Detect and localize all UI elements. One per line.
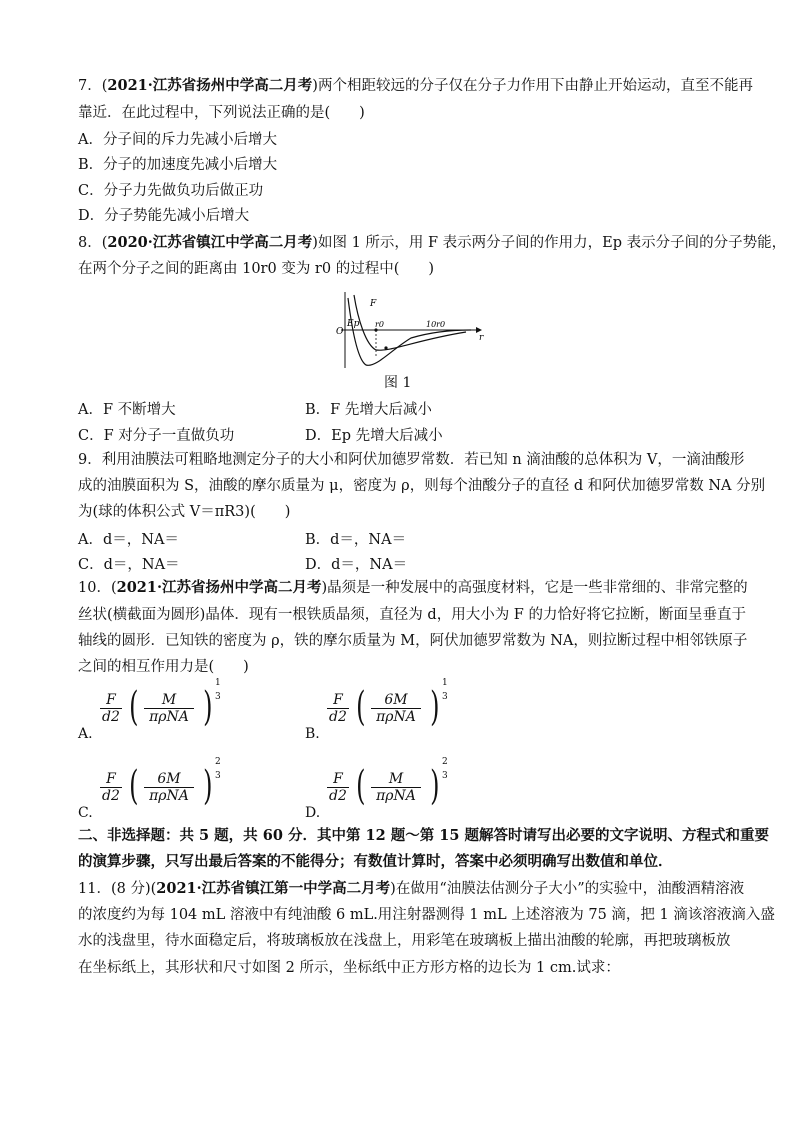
q7-option-c: C．分子力先做负功后做正功 (78, 183, 264, 199)
left-paren: ( (356, 684, 366, 730)
q10-option-d (305, 757, 485, 827)
exponent-denominator: 3 (442, 771, 448, 781)
force-over-d2-fraction (100, 771, 122, 804)
q10-option-b (305, 678, 485, 748)
q11-stem-line3: 水的浅盘里，待水面稳定后，将玻璃板放在浅盘上，用彩笔在玻璃板上描出油酸的轮廓，再把玻璃板放 (78, 933, 731, 949)
q10-number: 10．( (78, 580, 117, 596)
fraction-denominator: d2 (102, 709, 120, 725)
q8-stem-line1 (78, 233, 786, 253)
exponent-numerator: 1 (215, 678, 221, 688)
q11-stem-line4: 在坐标纸上，其形状和尺寸如图 2 所示，坐标纸中正方形方格的边长为 1 cm.试求： (78, 960, 620, 976)
label-Ep: Ep (347, 319, 360, 329)
q8-stem-line2: 在两个分子之间的距离由 10r0 变为 r0 的过程中( ) (78, 261, 435, 277)
fraction-denominator: πρNA (149, 788, 189, 804)
fraction-numerator: 6M (371, 692, 421, 709)
force-over-d2-fraction (327, 771, 349, 804)
q7-option-b: B．分子的加速度先减小后增大 (78, 157, 278, 173)
q10-stem-line4: 之间的相互作用力是( ) (78, 659, 249, 675)
fraction-denominator: πρNA (149, 709, 189, 725)
force-over-d2-fraction (100, 692, 122, 725)
q10-stem-line3: 轴线的圆形．已知铁的密度为 ρ，铁的摩尔质量为 M，阿伏加德罗常数为 NA，则拉断过程中相邻铁原子 (78, 633, 748, 649)
option-letter: A. (78, 726, 93, 742)
right-paren: ) (203, 684, 213, 730)
q9-option-a: A．d＝，NA＝ (78, 532, 179, 548)
label-r: r (479, 333, 484, 343)
q8-option-d: D．Ep 先增大后减小 (305, 428, 443, 444)
q9-option-d: D．d＝，NA＝ (305, 557, 408, 573)
option-letter: D. (305, 805, 321, 821)
q10-stem-text: )晶须是一种发展中的高强度材料，它是一些非常细的、非常完整的 (321, 580, 748, 596)
exponent-numerator: 1 (442, 678, 448, 688)
option-letter: B. (305, 726, 320, 742)
q7-stem-text: )两个相距较远的分子仅在分子力作用下由静止开始运动，直至不能再 (312, 78, 753, 94)
section2-heading-line2: 的演算步骤，只写出最后答案的不能得分；有数值计算时，答案中必须明确写出数值和单位． (78, 853, 673, 870)
figure-1-caption: 图 1 (384, 375, 412, 391)
label-origin: O (336, 327, 344, 337)
fraction-denominator: πρNA (376, 709, 416, 725)
q11-number: 11．(8 分)( (78, 881, 157, 897)
mass-over-density-fraction (371, 771, 421, 804)
q7-source: 2021·江苏省扬州中学高二月考 (107, 77, 313, 94)
fraction-denominator: d2 (329, 709, 347, 725)
q8-force-potential-figure (336, 290, 486, 370)
fraction-numerator: F (327, 692, 349, 709)
q11-stem-line1 (78, 879, 744, 899)
option-letter: C. (78, 805, 93, 821)
force-over-d2-fraction (327, 692, 349, 725)
right-paren: ) (430, 684, 440, 730)
q11-stem-text: )在做用“油膜法估测分子大小”的实验中，油酸酒精溶液 (390, 881, 745, 897)
q9-stem-line1: 9．利用油膜法可粗略地测定分子的大小和阿伏加德罗常数．若已知 n 滴油酸的总体积为 V，一滴油酸形 (78, 452, 745, 468)
mass-over-density-fraction (144, 692, 194, 725)
q7-stem-line2: 靠近．在此过程中，下列说法正确的是( ) (78, 105, 365, 121)
fraction-denominator: d2 (329, 788, 347, 804)
q11-source: 2021·江苏省镇江第一中学高二月考 (156, 880, 391, 897)
q8-option-a: A．F 不断增大 (78, 402, 176, 418)
label-10r0: 10r0 (426, 320, 446, 329)
exponent-numerator: 2 (442, 757, 448, 767)
q7-option-d: D．分子势能先减小后增大 (78, 208, 250, 224)
exponent-numerator: 2 (215, 757, 221, 767)
label-F: F (370, 299, 377, 309)
q8-number: 8．( (78, 235, 108, 251)
q7-option-a: A．分子间的斥力先减小后增大 (78, 132, 277, 148)
right-paren: ) (203, 763, 213, 809)
q9-option-c: C．d＝，NA＝ (78, 557, 180, 573)
fraction-numerator: F (327, 771, 349, 788)
q10-stem-line2: 丝状(横截面为圆形)晶体．现有一根铁质晶须，直径为 d，用大小为 F 的力恰好将它拉断，断面呈垂直于 (78, 607, 746, 623)
fraction-numerator: F (100, 771, 122, 788)
fraction-denominator: πρNA (376, 788, 416, 804)
q8-stem-text: )如图 1 所示，用 F 表示两分子间的作用力，Ep 表示分子间的分子势能， (312, 235, 787, 251)
section2-heading-line1: 二、非选择题：共 5 题，共 60 分．其中第 12 题～第 15 题解答时请写出必要的文字说明、方程式和重要 (78, 827, 770, 844)
minimum-point (384, 346, 387, 349)
q9-stem-line2: 成的油膜面积为 S，油酸的摩尔质量为 μ，密度为 ρ，则每个油酸分子的直径 d 和阿伏加德罗常数 NA 分别 (78, 478, 766, 494)
q7-number: 7．( (78, 78, 108, 94)
exponent-denominator: 3 (215, 771, 221, 781)
q7-stem-line1 (78, 76, 753, 96)
left-paren: ( (356, 763, 366, 809)
left-paren: ( (129, 763, 139, 809)
mass-over-density-fraction (144, 771, 194, 804)
q8-option-c: C．F 对分子一直做负功 (78, 428, 235, 444)
mass-over-density-fraction (371, 692, 421, 725)
q11-stem-line2: 的浓度约为每 104 mL 溶液中有纯油酸 6 mL.用注射器测得 1 mL 上述溶液为 75 滴，把 1 滴该溶液滴入盛 (78, 907, 775, 923)
q9-stem-line3: 为(球的体积公式 V＝πR3)( ) (78, 504, 291, 520)
q10-option-a (78, 678, 258, 748)
potential-curve-Ep (348, 298, 471, 365)
exponent-denominator: 3 (442, 692, 448, 702)
fraction-denominator: d2 (102, 788, 120, 804)
label-r0: r0 (375, 320, 384, 329)
right-paren: ) (430, 763, 440, 809)
fraction-numerator: M (371, 771, 421, 788)
q8-option-b: B．F 先增大后减小 (305, 402, 432, 418)
fraction-numerator: 6M (144, 771, 194, 788)
q9-option-b: B．d＝，NA＝ (305, 532, 407, 548)
fraction-numerator: M (144, 692, 194, 709)
exponent-denominator: 3 (215, 692, 221, 702)
q8-source: 2020·江苏省镇江中学高二月考 (107, 234, 313, 251)
fraction-numerator: F (100, 692, 122, 709)
q10-option-c (78, 757, 258, 827)
q10-source: 2021·江苏省扬州中学高二月考 (116, 579, 322, 596)
left-paren: ( (129, 684, 139, 730)
q10-stem-line1 (78, 578, 748, 598)
